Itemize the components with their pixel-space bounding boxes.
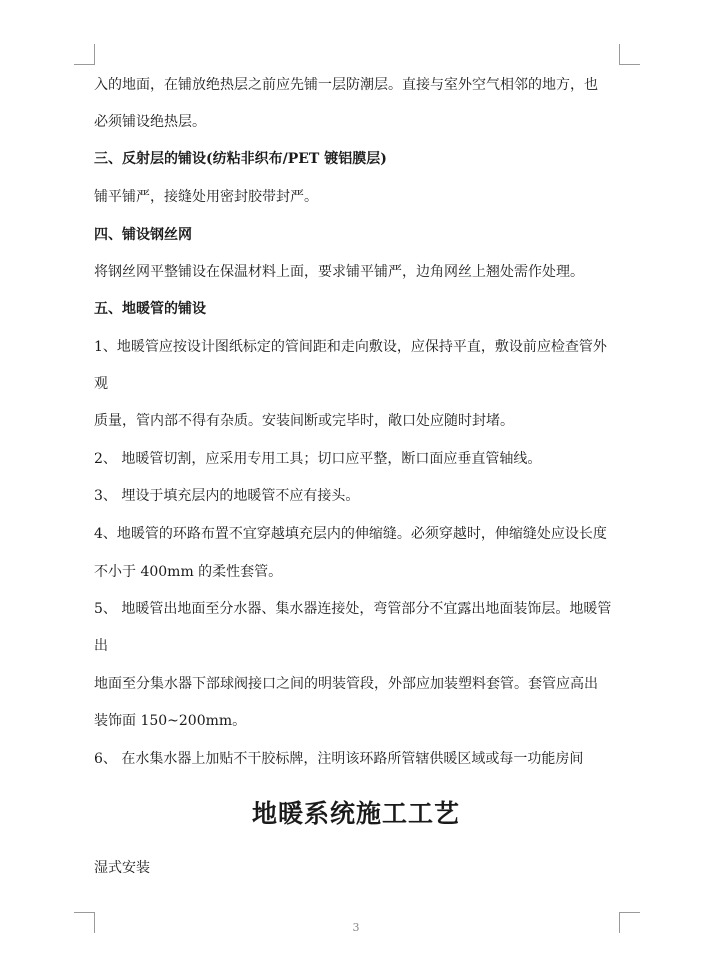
paragraph-line: 不小于 400mm 的柔性套管。 xyxy=(94,564,283,580)
paragraph-line: 出 xyxy=(94,638,108,654)
paragraph-line: 2、 地暖管切割，应采用专用工具；切口应平整，断口面应垂直管轴线。 xyxy=(94,451,542,467)
page-number: 3 xyxy=(352,921,360,934)
document-title: 地暖系统施工工艺 xyxy=(251,799,460,828)
paragraph-line: 装饰面 150~200mm。 xyxy=(94,713,247,729)
paragraph-line: 6、 在水集水器上加贴不干胶标牌，注明该环路所管辖供暖区域或每一功能房间 xyxy=(94,751,584,767)
paragraph-line: 观 xyxy=(94,376,108,392)
paragraph-line: 5、 地暖管出地面至分水器、集水器连接处，弯管部分不宜露出地面装饰层。地暖管 xyxy=(94,601,612,617)
paragraph-line: 3、 埋设于填充层内的地暖管不应有接头。 xyxy=(94,488,360,504)
paragraph-line: 地面至分集水器下部球阀接口之间的明装管段，外部应加装塑料套管。套管应高出 xyxy=(94,676,598,692)
paragraph-line: 将钢丝网平整铺设在保温材料上面，要求铺平铺严，边角网丝上翘处需作处理。 xyxy=(94,264,584,280)
paragraph-line: 入的地面，在铺放绝热层之前应先铺一层防潮层。直接与室外空气相邻的地方，也 xyxy=(94,77,598,93)
paragraph-line: 质量，管内部不得有杂质。安装间断或完毕时，敞口处应随时封堵。 xyxy=(94,413,514,429)
page-corner-mark-top-right xyxy=(619,44,640,65)
paragraph-line: 铺平铺严，接缝处用密封胶带封严。 xyxy=(94,189,318,205)
section-heading: 五、地暖管的铺设 xyxy=(94,301,206,317)
paragraph-line: 4、地暖管的环路布置不宜穿越填充层内的伸缩缝。必须穿越时，伸缩缝处应设长度 xyxy=(94,526,607,542)
page-corner-mark-top-left xyxy=(74,44,95,65)
section-heading: 三、反射层的铺设(纺粘非织布/PET 镀铝膜层) xyxy=(94,151,387,167)
paragraph-line: 湿式安装 xyxy=(94,860,150,876)
paragraph-line: 必须铺设绝热层。 xyxy=(94,114,206,130)
section-heading: 四、铺设钢丝网 xyxy=(94,227,192,243)
paragraph-line: 1、地暖管应按设计图纸标定的管间距和走向敷设，应保持平直，敷设前应检查管外 xyxy=(94,339,607,355)
